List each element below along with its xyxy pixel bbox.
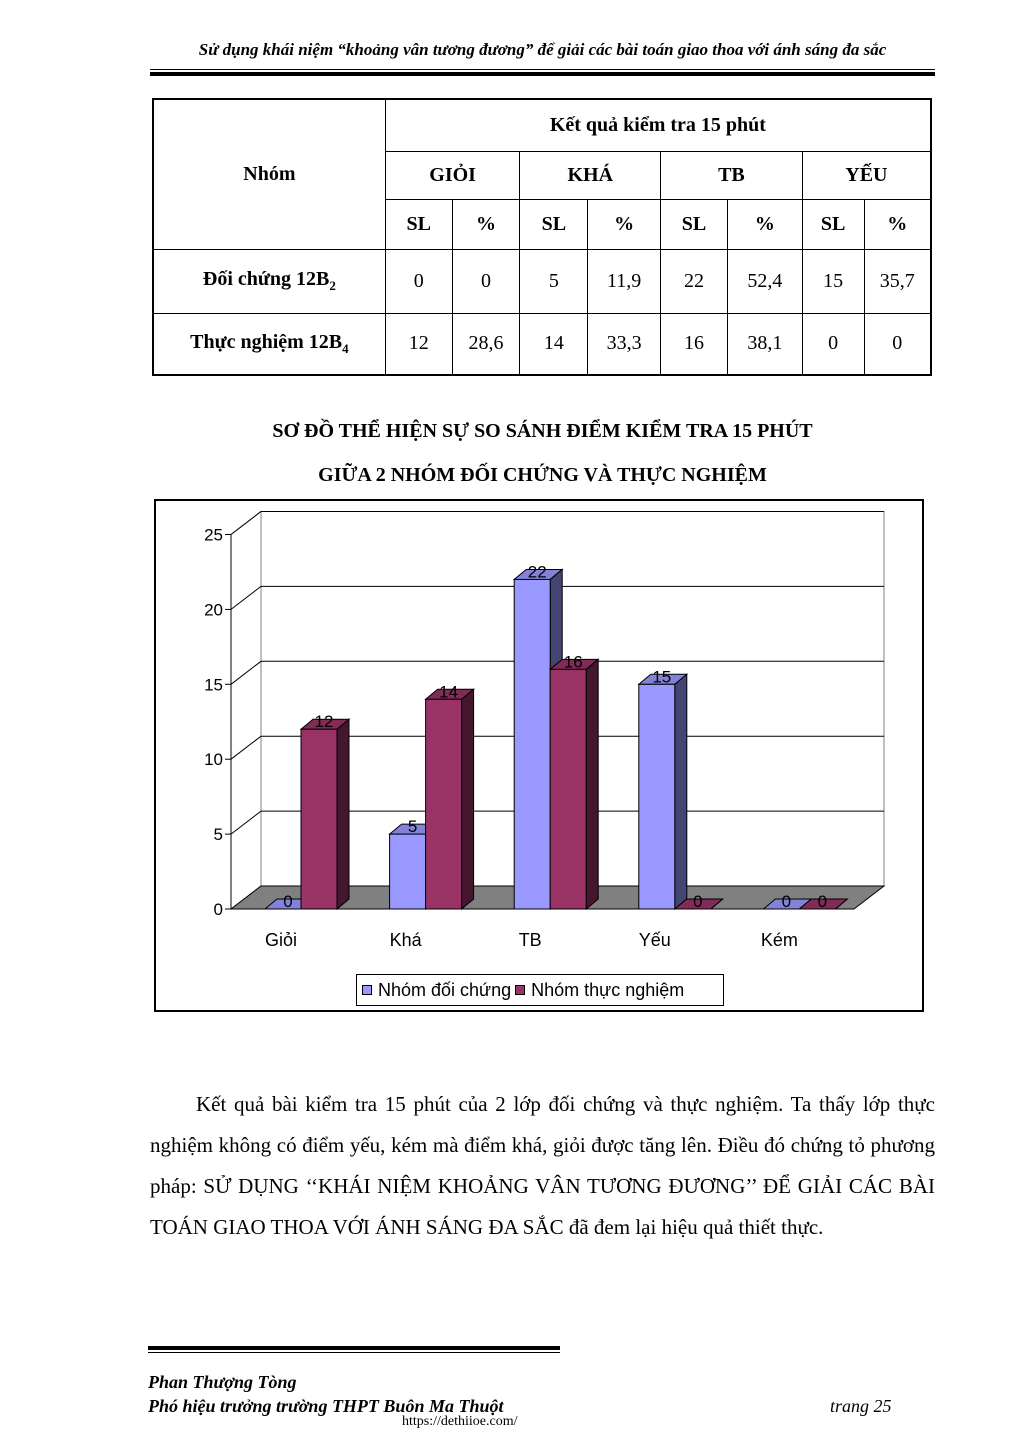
y-tick-label: 20: [204, 600, 223, 620]
result-header: Kết quả kiểm tra 15 phút: [385, 99, 931, 151]
table-cell: 22: [661, 249, 728, 313]
data-label: 12: [314, 712, 334, 732]
bar-control: [514, 579, 550, 909]
sub-header: SL: [661, 199, 728, 249]
conclusion-text: Kết quả bài kiểm tra 15 phút của 2 lớp đối chứng và thực nghiệm. Ta thấy lớp thực nghiệm không có điểm yếu, kém mà điểm khá, giỏi được tăng lên. Điều đó chứng tỏ phương pháp: SỬ DỤNG ‘‘KHÁI NIỆM KHOẢNG VÂN TƯƠNG ĐƯƠNG’’ ĐỂ GIẢI CÁC BÀI TOÁN GIAO THOA VỚI ÁNH SÁNG ĐA SẮC đã đem lại hiệu quả thiết thực.: [150, 1092, 935, 1239]
conclusion-paragraph: [150, 1084, 935, 1248]
page-number: trang 25: [830, 1396, 892, 1416]
footer-author: Phan Thượng Tòng: [148, 1372, 297, 1392]
footer-rule-thick: [148, 1346, 560, 1350]
source-url: https://dethiioe.com/: [402, 1414, 518, 1429]
table-cell: 52,4: [727, 249, 802, 313]
bar-chart: [156, 501, 922, 1010]
data-label: 0: [817, 892, 828, 911]
sub-header: SL: [385, 199, 452, 249]
data-label: 22: [527, 562, 547, 582]
sub-header: %: [452, 199, 520, 249]
x-category-label: Yếu: [638, 930, 671, 950]
table-cell: 38,1: [727, 313, 802, 375]
legend-item-control: [362, 980, 511, 1001]
legend-label-experimental: Nhóm thực nghiệm: [531, 979, 685, 1000]
chart-side-wall: [231, 512, 261, 910]
table-cell: 0: [802, 313, 864, 375]
table-row: [153, 313, 931, 375]
category-header: TB: [661, 151, 803, 199]
sub-header: %: [864, 199, 931, 249]
category-header: YẾU: [802, 151, 931, 199]
table-cell: 15: [802, 249, 864, 313]
chart-title-line2: GIỮA 2 NHÓM ĐỐI CHỨNG VÀ THỰC NGHIỆM: [318, 464, 767, 486]
data-label: 0: [693, 892, 703, 911]
group-name-cell: [153, 313, 385, 375]
data-label: 14: [439, 682, 459, 702]
table-cell: 11,9: [588, 249, 661, 313]
y-tick-label: 15: [204, 675, 223, 695]
table-cell: 28,6: [452, 313, 520, 375]
x-category-label: Giỏi: [264, 930, 298, 950]
results-table: [152, 98, 932, 376]
table-cell: 12: [385, 313, 452, 375]
group-subscript: 2: [329, 278, 336, 293]
table-cell: 0: [385, 249, 452, 313]
bar-experimental: [426, 699, 462, 909]
group-name: Đối chứng 12B: [202, 268, 330, 290]
bar-experimental-side: [462, 689, 474, 909]
x-category-label: Kém: [760, 930, 798, 950]
category-header: KHÁ: [520, 151, 661, 199]
group-name-cell: [153, 249, 385, 313]
chart-title-line1: SƠ ĐỒ THỂ HIỆN SỰ SO SÁNH ĐIỂM KIỂM TRA 15 PHÚT: [272, 420, 813, 442]
data-label: 16: [563, 652, 583, 672]
table-cell: 35,7: [864, 249, 931, 313]
bar-experimental-side: [337, 719, 349, 909]
table-cell: 0: [452, 249, 520, 313]
chart-legend: [356, 974, 724, 1006]
group-subscript: 4: [342, 340, 349, 356]
table-cell: 16: [661, 313, 728, 375]
data-label: 0: [781, 892, 792, 911]
footer-position: Phó hiệu trưởng trường THPT Buôn Ma Thuột: [148, 1396, 504, 1416]
table-cell: 0: [864, 313, 931, 375]
data-label: 0: [283, 892, 293, 911]
header-rule-thick: [150, 72, 935, 76]
sub-header: SL: [802, 199, 864, 249]
data-label: 15: [652, 667, 672, 687]
bar-control: [639, 684, 675, 909]
data-label: 5: [407, 817, 418, 837]
x-category-label: TB: [518, 930, 542, 950]
table-row: [153, 249, 931, 313]
bar-experimental: [301, 729, 337, 909]
category-header: GIỎI: [385, 151, 520, 199]
group-header: Nhóm: [153, 99, 385, 249]
x-category-label: Khá: [389, 930, 422, 950]
bar-experimental-side: [586, 659, 598, 909]
y-tick-label: 10: [204, 750, 223, 770]
legend-label-control: Nhóm đối chứng: [378, 979, 512, 1000]
bar-experimental: [550, 669, 586, 909]
chart-frame: [154, 499, 924, 1012]
bar-control: [390, 834, 426, 909]
legend-swatch-experimental: [515, 985, 525, 995]
y-tick-label: 25: [204, 525, 223, 545]
sub-header: %: [588, 199, 661, 249]
bar-control-side: [675, 674, 687, 909]
table-cell: 14: [520, 313, 588, 375]
y-tick-label: 0: [213, 900, 223, 919]
footer-rule-thin: [148, 1352, 560, 1353]
sub-header: SL: [520, 199, 588, 249]
table-cell: 33,3: [588, 313, 661, 375]
legend-swatch-control: [362, 985, 372, 995]
page-header-title: Sử dụng khái niệm “khoảng vân tương đương” để giải các bài toán giao thoa với ánh sáng đa sắc: [198, 40, 887, 59]
legend-item-experimental: [515, 980, 684, 1001]
sub-header: %: [727, 199, 802, 249]
header-rule-thin: [150, 69, 935, 70]
y-tick-label: 5: [213, 825, 223, 845]
group-name: Thực nghiệm 12B: [190, 330, 343, 353]
table-cell: 5: [520, 249, 588, 313]
